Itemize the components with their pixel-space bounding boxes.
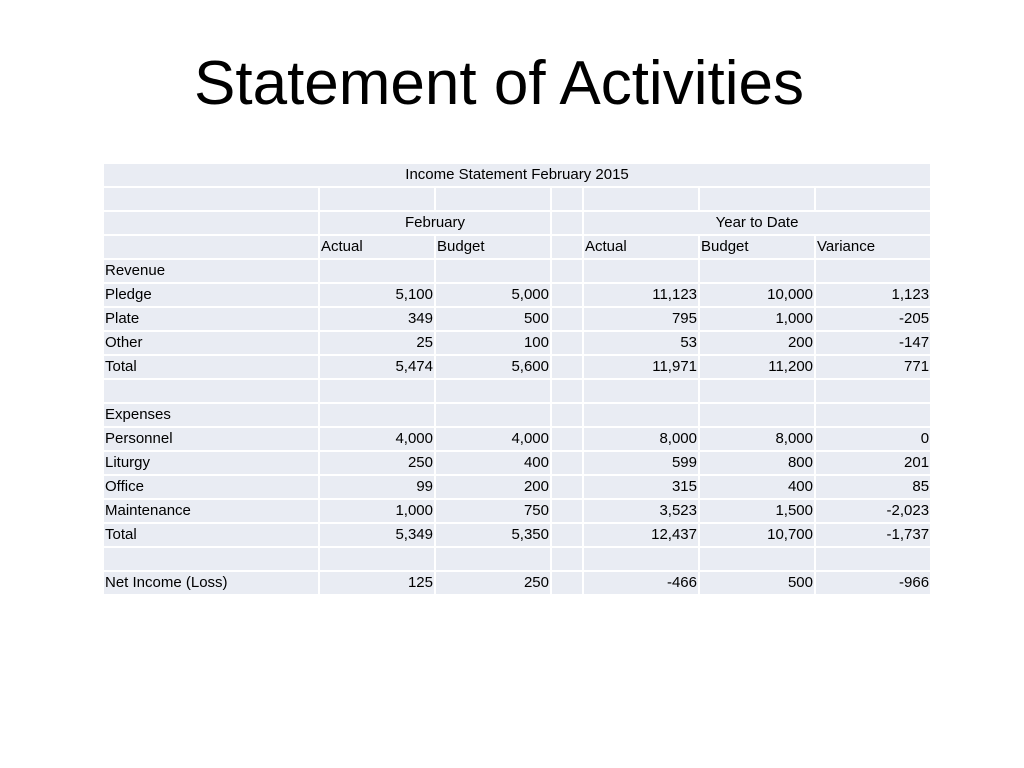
row-label: Total — [104, 356, 318, 378]
group-header-row — [104, 212, 930, 234]
cell-variance: 85 — [816, 476, 930, 498]
table-caption: Income Statement February 2015 — [104, 164, 930, 186]
cell-variance: -966 — [816, 572, 930, 594]
row-label: Plate — [104, 308, 318, 330]
cell-ytd-budget: 500 — [700, 572, 814, 594]
row-label: Liturgy — [104, 452, 318, 474]
blank-row — [104, 188, 930, 210]
section-row-expenses — [104, 404, 930, 426]
row-label: Maintenance — [104, 500, 318, 522]
blank-row — [104, 548, 930, 570]
income-statement-table — [102, 162, 932, 596]
cell-feb-budget: 100 — [436, 332, 550, 354]
cell-feb-budget: 5,600 — [436, 356, 550, 378]
cell-ytd-budget: 200 — [700, 332, 814, 354]
cell-ytd-actual: 11,971 — [584, 356, 698, 378]
cell-ytd-actual: 315 — [584, 476, 698, 498]
col-header-ytd-budget: Budget — [700, 236, 814, 258]
cell-feb-budget: 5,000 — [436, 284, 550, 306]
caption-row — [104, 164, 930, 186]
row-label: Net Income (Loss) — [104, 572, 318, 594]
cell-ytd-budget: 11,200 — [700, 356, 814, 378]
net-income-row — [104, 572, 930, 594]
cell-ytd-budget: 8,000 — [700, 428, 814, 450]
section-row-revenue — [104, 260, 930, 282]
cell-ytd-budget: 400 — [700, 476, 814, 498]
cell-ytd-budget: 10,000 — [700, 284, 814, 306]
cell-ytd-actual: 599 — [584, 452, 698, 474]
row-label: Pledge — [104, 284, 318, 306]
section-label-revenue: Revenue — [104, 260, 318, 282]
group-header-february: February — [320, 212, 550, 234]
cell-feb-actual: 4,000 — [320, 428, 434, 450]
cell-feb-budget: 250 — [436, 572, 550, 594]
col-header-feb-actual: Actual — [320, 236, 434, 258]
cell-ytd-actual: 53 — [584, 332, 698, 354]
col-header-ytd-actual: Actual — [584, 236, 698, 258]
cell-variance: 201 — [816, 452, 930, 474]
cell-ytd-actual: 795 — [584, 308, 698, 330]
cell-feb-budget: 4,000 — [436, 428, 550, 450]
cell-feb-actual: 5,349 — [320, 524, 434, 546]
cell-variance: -2,023 — [816, 500, 930, 522]
table-row — [104, 332, 930, 354]
cell-feb-actual: 349 — [320, 308, 434, 330]
cell-ytd-actual: 12,437 — [584, 524, 698, 546]
table-row — [104, 428, 930, 450]
cell-feb-budget: 500 — [436, 308, 550, 330]
cell-feb-budget: 400 — [436, 452, 550, 474]
table-row — [104, 308, 930, 330]
cell-feb-actual: 1,000 — [320, 500, 434, 522]
cell-ytd-budget: 1,500 — [700, 500, 814, 522]
cell-feb-actual: 5,100 — [320, 284, 434, 306]
blank-row — [104, 380, 930, 402]
row-label: Total — [104, 524, 318, 546]
cell-feb-budget: 750 — [436, 500, 550, 522]
cell-ytd-actual: 8,000 — [584, 428, 698, 450]
total-row-revenue — [104, 356, 930, 378]
cell-variance: 0 — [816, 428, 930, 450]
row-label: Personnel — [104, 428, 318, 450]
cell-variance: 1,123 — [816, 284, 930, 306]
cell-feb-budget: 5,350 — [436, 524, 550, 546]
table-row — [104, 476, 930, 498]
cell-ytd-actual: -466 — [584, 572, 698, 594]
cell-ytd-actual: 11,123 — [584, 284, 698, 306]
cell-feb-actual: 25 — [320, 332, 434, 354]
cell-variance: -147 — [816, 332, 930, 354]
column-header-row — [104, 236, 930, 258]
table-row — [104, 284, 930, 306]
cell-feb-actual: 250 — [320, 452, 434, 474]
section-label-expenses: Expenses — [104, 404, 318, 426]
cell-ytd-budget: 10,700 — [700, 524, 814, 546]
col-header-feb-budget: Budget — [436, 236, 550, 258]
col-header-variance: Variance — [816, 236, 930, 258]
cell-feb-budget: 200 — [436, 476, 550, 498]
cell-variance: -1,737 — [816, 524, 930, 546]
group-header-ytd: Year to Date — [584, 212, 930, 234]
total-row-expenses — [104, 524, 930, 546]
cell-ytd-actual: 3,523 — [584, 500, 698, 522]
table-row — [104, 500, 930, 522]
cell-variance: 771 — [816, 356, 930, 378]
cell-ytd-budget: 800 — [700, 452, 814, 474]
row-label: Office — [104, 476, 318, 498]
row-label: Other — [104, 332, 318, 354]
cell-variance: -205 — [816, 308, 930, 330]
cell-feb-actual: 99 — [320, 476, 434, 498]
slide-title: Statement of Activities — [194, 49, 804, 118]
cell-ytd-budget: 1,000 — [700, 308, 814, 330]
cell-feb-actual: 5,474 — [320, 356, 434, 378]
table-row — [104, 452, 930, 474]
cell-feb-actual: 125 — [320, 572, 434, 594]
